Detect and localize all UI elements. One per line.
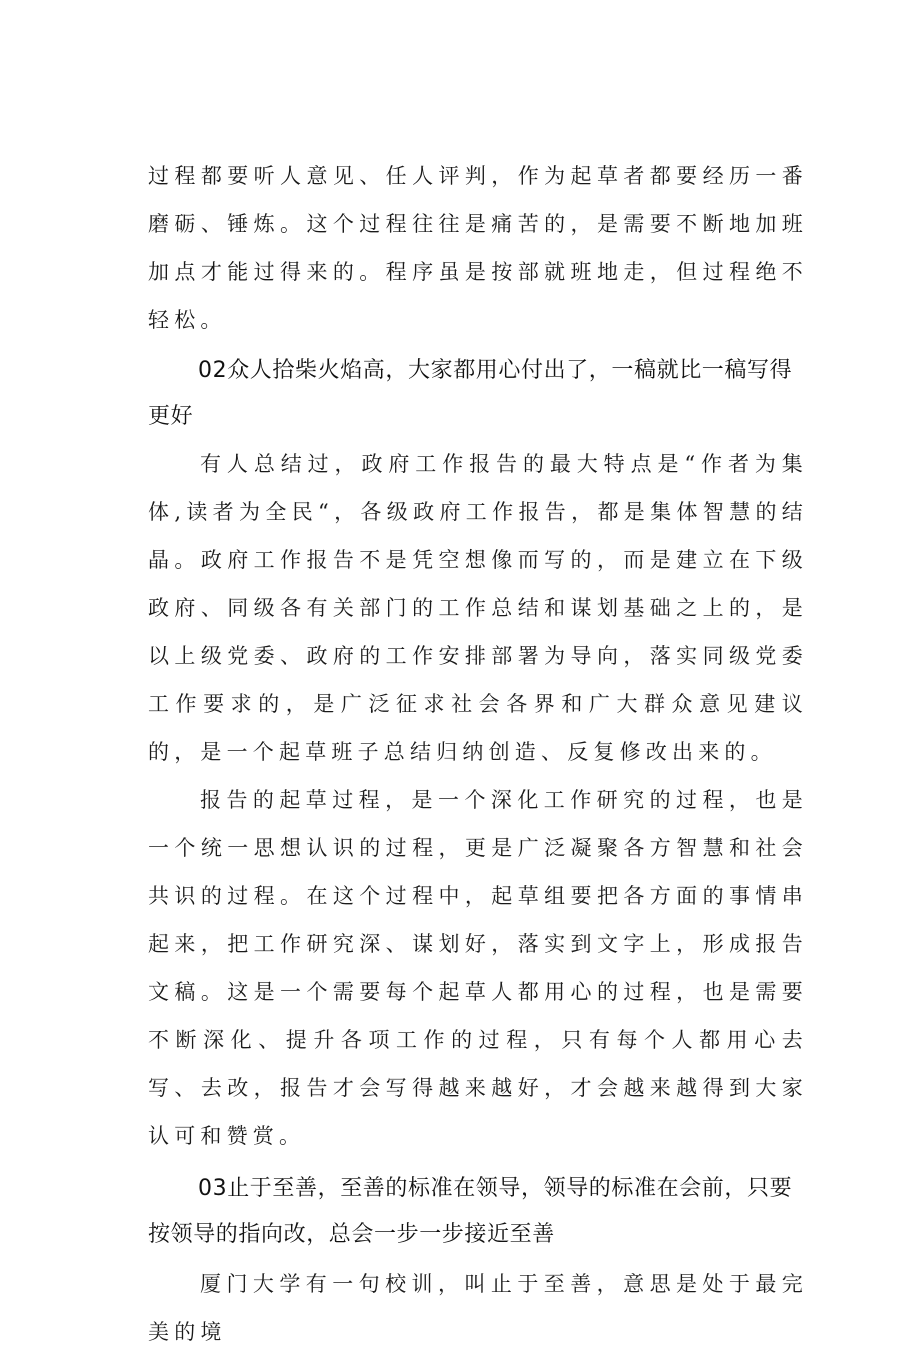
document-body xyxy=(148,152,808,1356)
section-heading-03: 03止于至善，至善的标准在领导，领导的标准在会前，只要按领导的指向改，总会一步一步接近至善 xyxy=(148,1176,793,1247)
section-heading-02: 02众人拾柴火焰高，大家都用心付出了，一稿就比一稿写得更好 xyxy=(148,358,793,429)
paragraph-continuation: 过程都要听人意见、任人评判，作为起草者都要经历一番磨砺、锤炼。这个过程往往是痛苦的，是需要不断地加班加点才能过得来的。程序虽是按部就班地走，但过程绝不轻松。 xyxy=(148,164,808,332)
paragraph-drafting-process: 报告的起草过程，是一个深化工作研究的过程，也是一个统一思想认识的过程，更是广泛凝聚各方智慧和社会共识的过程。在这个过程中，起草组要把各方面的事情串起来，把工作研究深、谋划好，落实到文字上，形成报告文稿。这是一个需要每个起草人都用心的过程，也是需要不断深化、提升各项工作的过程，只有每个人都用心去写、去改，报告才会写得越来越好，才会越来越得到大家认可和赞赏。 xyxy=(148,788,808,1148)
paragraph-school-motto: 厦门大学有一句校训，叫止于至善，意思是处于最完美的境 xyxy=(148,1272,808,1344)
paragraph-report-features: 有人总结过，政府工作报告的最大特点是“作者为集体,读者为全民“，各级政府工作报告，都是集体智慧的结晶。政府工作报告不是凭空想像而写的，而是建立在下级政府、同级各有关部门的工作总结和谋划基础之上的，是以上级党委、政府的工作安排部署为导向，落实同级党委工作要求的，是广泛征求社会各界和广大群众意见建议的，是一个起草班子总结归纳创造、反复修改出来的。 xyxy=(148,452,808,764)
